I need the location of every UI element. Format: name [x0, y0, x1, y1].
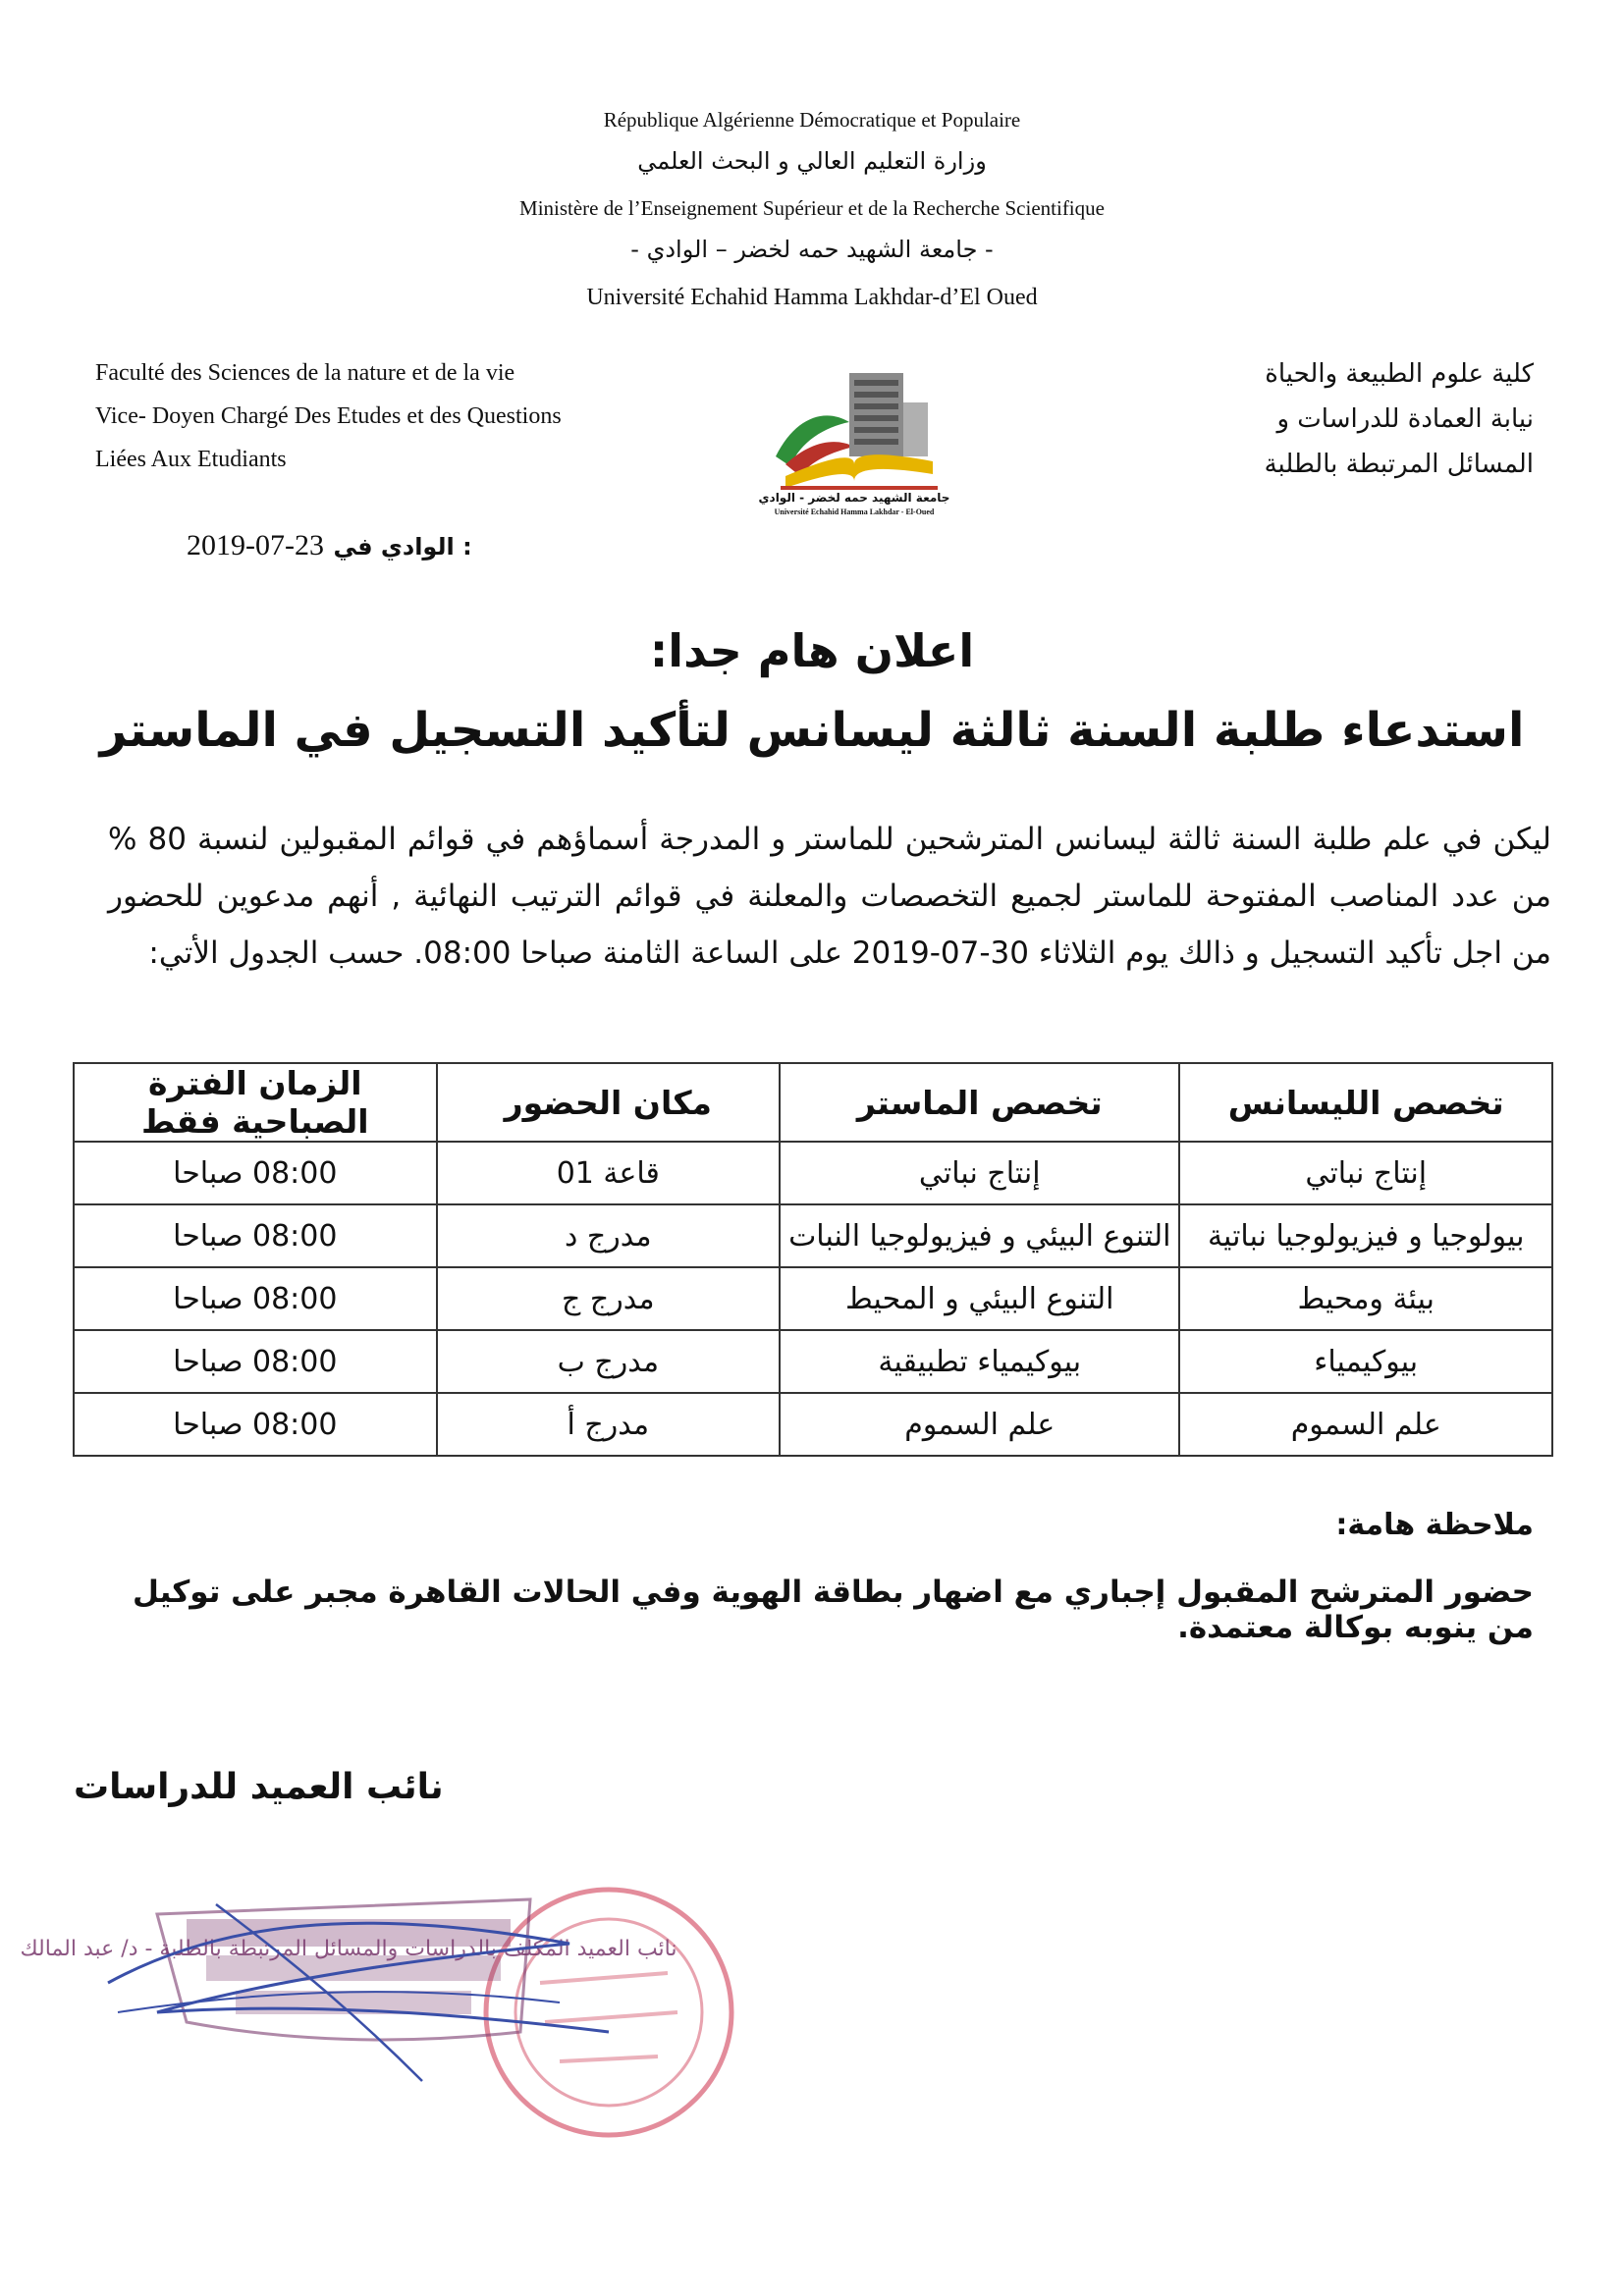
cell-time: 08:00 صباحا	[74, 1142, 437, 1204]
ministry-name-ar: وزارة التعليم العالي و البحث العلمي	[637, 147, 987, 175]
table-row	[74, 1393, 1552, 1456]
cell-licence: علم السموم	[1179, 1393, 1552, 1456]
header-location: مكان الحضور	[437, 1063, 781, 1142]
cell-licence: إنتاج نباتي	[1179, 1142, 1552, 1204]
announcement-subtitle: استدعاء طلبة السنة ثالثة ليسانس لتأكيد التسجيل في الماستر	[99, 703, 1525, 758]
header-licence-specialty: تخصص الليسانس	[1179, 1063, 1552, 1142]
table-row	[74, 1142, 1552, 1204]
table-row	[74, 1330, 1552, 1393]
cell-master: علم السموم	[780, 1393, 1179, 1456]
signatory-title: نائب العميد للدراسات	[74, 1767, 444, 1807]
republic-name-fr: République Algérienne Démocratique et Populaire	[603, 108, 1021, 132]
cell-location: قاعة 01	[437, 1142, 781, 1204]
faculty-fr-line3: Liées Aux Etudiants	[95, 447, 287, 472]
cell-master: التنوع البيئي و فيزيولوجيا النبات	[780, 1204, 1179, 1267]
cell-licence: بيئة ومحيط	[1179, 1267, 1552, 1330]
cell-location: مدرج أ	[437, 1393, 781, 1456]
faculty-info-ar	[1121, 351, 1534, 487]
cell-master: بيوكيمياء تطبيقية	[780, 1330, 1179, 1393]
table-header-row	[74, 1063, 1552, 1142]
cell-time: 08:00 صباحا	[74, 1267, 437, 1330]
signature-stamp	[20, 1865, 727, 2150]
ministry-name-fr: Ministère de l’Enseignement Supérieur et de la Recherche Scientifique	[519, 196, 1105, 220]
cell-location: مدرج ب	[437, 1330, 781, 1393]
table-row	[74, 1267, 1552, 1330]
university-name-ar: - جامعة الشهيد حمه لخضر – الوادي -	[630, 236, 994, 263]
faculty-info-fr	[95, 351, 704, 481]
announcement-body: ليكن في علم طلبة السنة ثالثة ليسانس المترشحين للماستر و المدرجة أسماؤهم في قوائم المقبولين لنسبة 80 % من عدد المناصب المفتوحة للماستر لجميع التخصصات والمعلنة في قوائم الترتيب النهائية , أنهم مدعوين للحضور من اجل تأكيد التسجيل و ذالك يوم الثلاثاء 30-07-2019 على الساعة الثامنة صباحا 08:00. حسب الجدول الأتي:	[108, 822, 1551, 971]
faculty-ar-line2: نيابة العمادة للدراسات و	[1276, 404, 1534, 434]
logo-caption-fr: Université Echahid Hamma Lakhdar - El-Oued	[774, 507, 935, 516]
note-body: حضور المترشح المقبول إجباري مع اضهار بطاقة الهوية وفي الحالات القاهرة مجبر على توكيل من ينوبه بوكالة معتمدة.	[132, 1575, 1534, 1645]
cell-licence: بيولوجيا و فيزيولوجيا نباتية	[1179, 1204, 1552, 1267]
cell-time: 08:00 صباحا	[74, 1393, 437, 1456]
schedule-table	[73, 1062, 1553, 1457]
stamp-text: نائب العميد المكلف بالدراسات والمسائل المرتبطة بالطلبة - د/ عبد المالك	[20, 1937, 677, 1961]
table-row	[74, 1204, 1552, 1267]
note-title: ملاحظة هامة:	[1335, 1508, 1534, 1542]
date-value: 2019-07-23	[187, 529, 324, 561]
document-date	[187, 528, 472, 562]
faculty-fr-line2: Vice- Doyen Chargé Des Etudes et des Questions	[95, 403, 562, 429]
cell-location: مدرج ج	[437, 1267, 781, 1330]
cell-master: التنوع البيئي و المحيط	[780, 1267, 1179, 1330]
date-label: الوادي في :	[333, 533, 472, 561]
announcement-title: اعلان هام جدا:	[649, 624, 975, 677]
cell-location: مدرج د	[437, 1204, 781, 1267]
cell-master: إنتاج نباتي	[780, 1142, 1179, 1204]
faculty-fr-line1: Faculté des Sciences de la nature et de la vie	[95, 360, 515, 386]
cell-licence: بيوكيمياء	[1179, 1330, 1552, 1393]
logo-caption-ar: جامعة الشهيد حمه لخضر - الوادي	[758, 491, 950, 505]
cell-time: 08:00 صباحا	[74, 1330, 437, 1393]
faculty-ar-line1: كلية علوم الطبيعة والحياة	[1265, 359, 1534, 389]
university-name-fr: Université Echahid Hamma Lakhdar-d’El Oued	[586, 285, 1038, 310]
header-master-specialty: تخصص الماستر	[780, 1063, 1179, 1142]
faculty-ar-line3: المسائل المرتبطة بالطلبة	[1264, 450, 1534, 479]
header-time: الزمان الفترة الصباحية فقط	[74, 1063, 437, 1142]
cell-time: 08:00 صباحا	[74, 1204, 437, 1267]
